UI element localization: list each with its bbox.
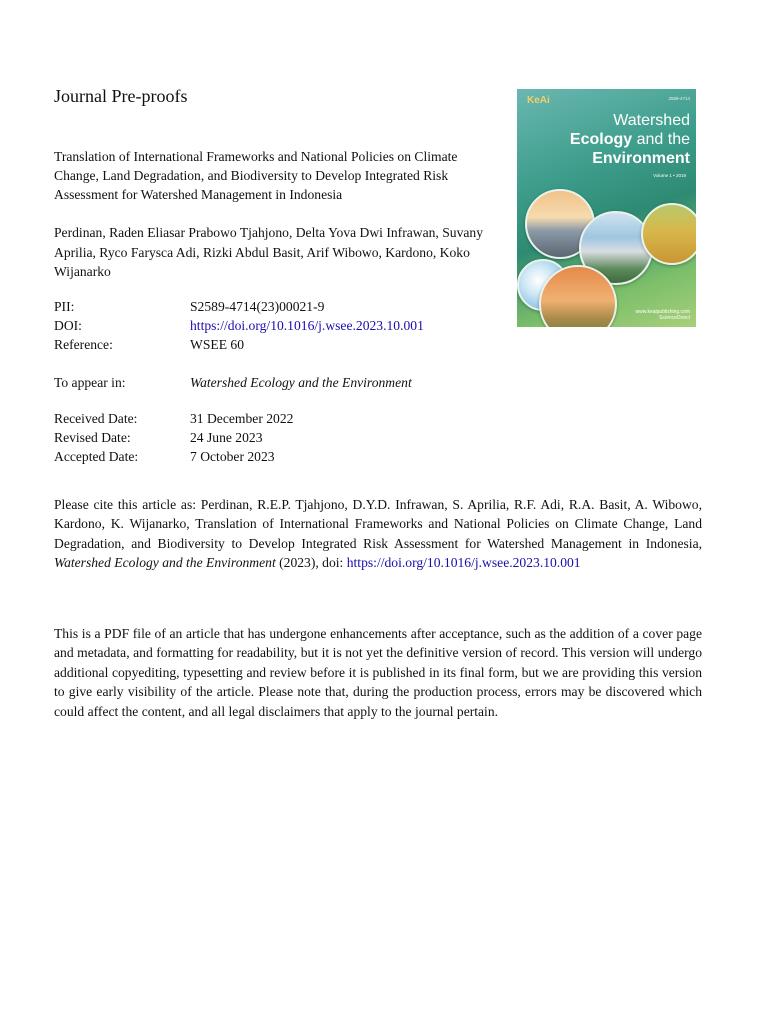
journal-pre-proofs-label: Journal Pre-proofs [54, 86, 188, 106]
appear-journal: Watershed Ecology and the Environment [190, 375, 412, 390]
pii-row [54, 297, 424, 316]
publisher-logo: KeAi [527, 95, 550, 106]
citation-text: Please cite this article as: Perdinan, R.E.P. Tjahjono, D.Y.D. Infrawan, S. Aprilia, R.F. Adi, R.A. Basit, A. Wibowo, Kardono, K. Wijanarko, Translation of International Frameworks and National Policies on Climate Change, Land Degradation, and Biodiversity to Develop Integrated Risk Assessment for Watershed Management in Indonesia, [54, 497, 702, 551]
accepted-label: Accepted Date: [54, 449, 139, 464]
revised-label: Revised Date: [54, 430, 131, 445]
doi-row [54, 316, 424, 335]
accepted-row [54, 447, 293, 466]
received-date: 31 December 2022 [190, 411, 294, 426]
accepted-date: 7 October 2023 [190, 449, 275, 464]
journal-cover-image [517, 89, 696, 327]
revised-row [54, 428, 293, 447]
received-label: Received Date: [54, 411, 138, 426]
citation-paragraph [54, 495, 702, 573]
reference-value: WSEE 60 [190, 337, 244, 352]
disclaimer-paragraph: This is a PDF file of an article that has undergone enhancements after acceptance, such as the addition of a cover page and metadata, and formatting for readability, but it is not yet the definitive version of record. This version will undergo additional copyediting, typesetting and review before it is published in its final form, but we are providing this version to give early visibility of the article. Please note that, during the production process, errors may be discovered which could affect the content, and all legal disclaimers that apply to the journal pertain. [54, 626, 702, 719]
cover-title-line1: Watershed [613, 112, 690, 129]
cover-footer-url: www.keaipublishing.com [635, 309, 690, 315]
wheat-field-photo [641, 203, 696, 265]
article-title: Translation of International Frameworks and National Policies on Climate Change, Land Degradation, and Biodiversity to Develop Integrated Risk Assessment for Watershed Management in Indonesia [54, 149, 458, 202]
sciencedirect-logo: ScienceDirect [659, 315, 690, 321]
identifier-block [54, 297, 424, 354]
cover-volume: Volume 1 • 2019 [653, 173, 686, 178]
cover-footer [636, 309, 690, 321]
pii-value: S2589-4714(23)00021-9 [190, 299, 325, 314]
doi-link[interactable]: https://doi.org/10.1016/j.wsee.2023.10.001 [190, 318, 424, 333]
reference-label: Reference: [54, 337, 113, 352]
reference-row [54, 335, 424, 354]
appear-label: To appear in: [54, 375, 126, 390]
citation-doi-link[interactable]: https://doi.org/10.1016/j.wsee.2023.10.001 [346, 555, 581, 571]
received-row [54, 409, 293, 428]
revised-date: 24 June 2023 [190, 430, 263, 445]
doi-label: DOI: [54, 318, 82, 333]
citation-year: (2023), doi: [279, 555, 344, 571]
cover-title-line3: Environment [592, 150, 690, 167]
cover-issn: 2589-4714 [668, 96, 690, 101]
cover-title-line2: Ecology and the [569, 131, 690, 148]
cover-title [570, 111, 690, 168]
citation-journal: Watershed Ecology and the Environment [54, 555, 276, 571]
appear-row [54, 373, 412, 392]
dates-block [54, 409, 293, 466]
appear-block [54, 373, 412, 392]
article-authors: Perdinan, Raden Eliasar Prabowo Tjahjono, Delta Yova Dwi Infrawan, Suvany Aprilia, Ryco Farysca Adi, Rizki Abdul Basit, Arif Wibowo, Kardono, Koko Wijanarko [54, 225, 483, 279]
pii-label: PII: [54, 299, 75, 314]
